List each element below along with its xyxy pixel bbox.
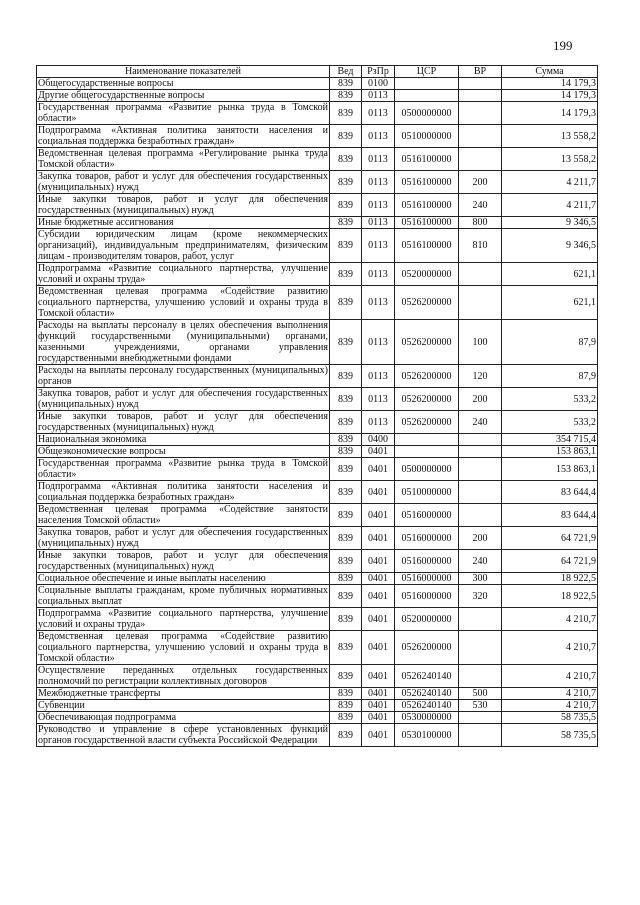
row-rzpr: 0113 <box>362 286 395 320</box>
row-rzpr: 0401 <box>362 700 395 712</box>
row-vr: 530 <box>459 700 502 712</box>
row-name: Субсидии юридическим лицам (кроме некоммерческих организаций), индивидуальным предпринимателям, физическим лицам - производителям товаров, работ, услуг <box>38 229 328 262</box>
row-sum: 4 211,7 <box>502 171 598 194</box>
table-row <box>37 724 598 747</box>
row-name: Другие общегосударственные вопросы <box>37 90 330 102</box>
row-ved: 839 <box>330 573 362 585</box>
row-rzpr: 0113 <box>362 194 395 217</box>
row-vr <box>459 102 502 125</box>
row-csr: 0516000000 <box>395 585 459 608</box>
table-row <box>37 712 598 724</box>
table-row <box>37 320 598 365</box>
table-row <box>37 481 598 504</box>
row-csr <box>395 446 459 458</box>
row-csr: 0516100000 <box>395 171 459 194</box>
row-ved: 839 <box>330 700 362 712</box>
row-rzpr: 0113 <box>362 171 395 194</box>
row-ved: 839 <box>330 411 362 434</box>
row-ved: 839 <box>330 125 362 148</box>
header-ved: Вед <box>330 66 362 78</box>
table-row <box>37 688 598 700</box>
row-sum: 18 922,5 <box>502 585 598 608</box>
row-name: Закупка товаров, работ и услуг для обеспечения государственных (муниципальных) нужд <box>38 527 328 549</box>
row-rzpr: 0113 <box>362 229 395 263</box>
row-name: Национальная экономика <box>37 434 330 446</box>
table-header-row <box>37 66 598 78</box>
row-vr: 200 <box>459 527 502 550</box>
row-ved: 839 <box>330 481 362 504</box>
row-ved: 839 <box>330 148 362 171</box>
row-rzpr: 0401 <box>362 585 395 608</box>
row-sum: 621,1 <box>502 286 598 320</box>
row-csr: 0516000000 <box>395 527 459 550</box>
row-sum: 87,9 <box>502 320 598 365</box>
row-ved: 839 <box>330 388 362 411</box>
row-vr <box>459 724 502 747</box>
row-sum: 153 863,1 <box>502 446 598 458</box>
row-sum: 83 644,4 <box>502 481 598 504</box>
row-csr <box>395 90 459 102</box>
budget-table <box>36 65 598 747</box>
row-csr: 0526200000 <box>395 388 459 411</box>
table-row <box>37 148 598 171</box>
row-csr: 0526200000 <box>395 365 459 388</box>
row-csr: 0516000000 <box>395 550 459 573</box>
row-csr: 0526200000 <box>395 631 459 665</box>
row-sum: 4 211,7 <box>502 194 598 217</box>
row-vr <box>459 665 502 688</box>
row-name: Социальное обеспечение и иные выплаты населению <box>37 573 330 585</box>
row-name: Подпрограмма «Активная политика занятости населения и социальная поддержка безработных граждан» <box>38 481 328 503</box>
table-row <box>37 665 598 688</box>
row-csr: 0516100000 <box>395 217 459 229</box>
row-ved: 839 <box>330 527 362 550</box>
row-rzpr: 0113 <box>362 320 395 365</box>
row-rzpr: 0401 <box>362 550 395 573</box>
row-name: Ведомственная целевая программа «Содействие развитию социального партнерства, улучшению условий и охраны труда в Томской области» <box>38 631 328 664</box>
row-sum: 14 179,3 <box>502 102 598 125</box>
row-ved: 839 <box>330 446 362 458</box>
row-ved: 839 <box>330 608 362 631</box>
row-csr: 0500000000 <box>395 102 459 125</box>
row-name: Иные бюджетные ассигнования <box>37 217 330 229</box>
row-rzpr: 0401 <box>362 481 395 504</box>
row-name: Государственная программа «Развитие рынка труда в Томской области» <box>38 458 328 480</box>
table-row <box>37 194 598 217</box>
table-row <box>37 573 598 585</box>
row-rzpr: 0401 <box>362 458 395 481</box>
row-csr: 0526200000 <box>395 411 459 434</box>
row-csr: 0520000000 <box>395 608 459 631</box>
row-csr <box>395 78 459 90</box>
row-name: Осуществление переданных отдельных государственных полномочий по регистрации коллективных договоров <box>38 665 328 687</box>
row-ved: 839 <box>330 194 362 217</box>
row-vr: 300 <box>459 573 502 585</box>
row-csr <box>395 434 459 446</box>
table-row <box>37 585 598 608</box>
row-name: Государственная программа «Развитие рынка труда в Томской области» <box>38 102 328 124</box>
row-ved: 839 <box>330 320 362 365</box>
row-ved: 839 <box>330 102 362 125</box>
row-name: Иные закупки товаров, работ и услуг для обеспечения государственных (муниципальных) нужд <box>38 411 328 433</box>
row-vr <box>459 446 502 458</box>
row-name: Социальные выплаты гражданам, кроме публичных нормативных социальных выплат <box>38 585 328 607</box>
row-csr: 0526200000 <box>395 320 459 365</box>
row-sum: 4 210,7 <box>502 631 598 665</box>
row-ved: 839 <box>330 688 362 700</box>
table-row <box>37 263 598 286</box>
row-name: Общеэкономические вопросы <box>37 446 330 458</box>
row-sum: 533,2 <box>502 411 598 434</box>
row-ved: 839 <box>330 171 362 194</box>
row-sum: 4 210,7 <box>502 665 598 688</box>
row-csr: 0516100000 <box>395 148 459 171</box>
table-body <box>37 78 598 747</box>
row-sum: 153 863,1 <box>502 458 598 481</box>
row-ved: 839 <box>330 550 362 573</box>
row-name: Межбюджетные трансферты <box>37 688 330 700</box>
row-name: Иные закупки товаров, работ и услуг для обеспечения государственных (муниципальных) нужд <box>38 550 328 572</box>
row-rzpr: 0401 <box>362 631 395 665</box>
row-rzpr: 0113 <box>362 411 395 434</box>
row-vr <box>459 78 502 90</box>
table-row <box>37 90 598 102</box>
row-vr: 810 <box>459 229 502 263</box>
row-vr <box>459 458 502 481</box>
row-rzpr: 0113 <box>362 102 395 125</box>
table-row <box>37 550 598 573</box>
table-row <box>37 102 598 125</box>
row-vr <box>459 712 502 724</box>
row-rzpr: 0401 <box>362 527 395 550</box>
row-name: Закупка товаров, работ и услуг для обеспечения государственных (муниципальных) нужд <box>38 171 328 193</box>
row-vr: 200 <box>459 388 502 411</box>
row-csr: 0526240140 <box>395 700 459 712</box>
row-sum: 533,2 <box>502 388 598 411</box>
row-name: Обеспечивающая подпрограмма <box>37 712 330 724</box>
row-csr: 0516000000 <box>395 504 459 527</box>
row-name: Общегосударственные вопросы <box>37 78 330 90</box>
row-name: Подпрограмма «Активная политика занятости населения и социальная поддержка безработных граждан» <box>38 125 328 147</box>
row-rzpr: 0113 <box>362 388 395 411</box>
row-csr: 0530100000 <box>395 724 459 747</box>
row-ved: 839 <box>330 585 362 608</box>
table-row <box>37 171 598 194</box>
row-sum: 621,1 <box>502 263 598 286</box>
page-number: 199 <box>553 38 573 53</box>
row-ved: 839 <box>330 263 362 286</box>
row-rzpr: 0401 <box>362 724 395 747</box>
row-sum: 64 721,9 <box>502 527 598 550</box>
row-csr: 0516000000 <box>395 573 459 585</box>
row-sum: 14 179,3 <box>502 90 598 102</box>
row-rzpr: 0401 <box>362 573 395 585</box>
table-row <box>37 217 598 229</box>
row-vr <box>459 631 502 665</box>
row-rzpr: 0401 <box>362 608 395 631</box>
row-rzpr: 0400 <box>362 434 395 446</box>
row-name: Иные закупки товаров, работ и услуг для обеспечения государственных (муниципальных) нужд <box>38 194 328 216</box>
row-name: Субвенции <box>37 700 330 712</box>
row-vr <box>459 286 502 320</box>
row-rzpr: 0113 <box>362 365 395 388</box>
row-vr: 240 <box>459 194 502 217</box>
row-csr: 0516100000 <box>395 194 459 217</box>
table-row <box>37 631 598 665</box>
row-vr <box>459 481 502 504</box>
row-csr: 0516100000 <box>395 229 459 263</box>
row-sum: 13 558,2 <box>502 148 598 171</box>
row-csr: 0520000000 <box>395 263 459 286</box>
row-sum: 4 210,7 <box>502 700 598 712</box>
row-vr: 320 <box>459 585 502 608</box>
table-row <box>37 458 598 481</box>
row-ved: 839 <box>330 724 362 747</box>
row-sum: 9 346,5 <box>502 229 598 263</box>
row-ved: 839 <box>330 665 362 688</box>
row-csr: 0530000000 <box>395 712 459 724</box>
row-name: Ведомственная целевая программа «Регулирование рынка труда Томской области» <box>38 148 328 170</box>
table-row <box>37 434 598 446</box>
table-row <box>37 608 598 631</box>
row-ved: 839 <box>330 712 362 724</box>
row-vr: 100 <box>459 320 502 365</box>
row-vr: 240 <box>459 411 502 434</box>
table-row <box>37 388 598 411</box>
row-rzpr: 0401 <box>362 688 395 700</box>
table-row <box>37 700 598 712</box>
row-ved: 839 <box>330 458 362 481</box>
row-csr: 0500000000 <box>395 458 459 481</box>
row-rzpr: 0401 <box>362 712 395 724</box>
row-ved: 839 <box>330 229 362 263</box>
row-vr <box>459 263 502 286</box>
table-row <box>37 78 598 90</box>
row-ved: 839 <box>330 434 362 446</box>
row-rzpr: 0113 <box>362 90 395 102</box>
table-row <box>37 229 598 263</box>
row-ved: 839 <box>330 631 362 665</box>
row-csr: 0510000000 <box>395 481 459 504</box>
row-ved: 839 <box>330 217 362 229</box>
row-ved: 839 <box>330 90 362 102</box>
row-name: Ведомственная целевая программа «Содействие занятости населения Томской области» <box>38 504 328 526</box>
row-name: Подпрограмма «Развитие социального партнерства, улучшение условий и охраны труда» <box>38 263 328 285</box>
row-rzpr: 0113 <box>362 125 395 148</box>
row-sum: 58 735,5 <box>502 712 598 724</box>
row-csr: 0526240140 <box>395 688 459 700</box>
header-sum: Сумма <box>502 66 598 78</box>
row-sum: 14 179,3 <box>502 78 598 90</box>
row-vr <box>459 434 502 446</box>
row-name: Ведомственная целевая программа «Содействие развитию социального партнерства, улучшению условий и охраны труда в Томской области» <box>38 286 328 319</box>
row-vr: 240 <box>459 550 502 573</box>
row-sum: 13 558,2 <box>502 125 598 148</box>
row-sum: 58 735,5 <box>502 724 598 747</box>
row-csr: 0526200000 <box>395 286 459 320</box>
row-vr: 200 <box>459 171 502 194</box>
row-rzpr: 0113 <box>362 217 395 229</box>
row-name: Руководство и управление в сфере установленных функций органов государственной власти субъекта Российской Федерации <box>38 724 328 746</box>
row-sum: 18 922,5 <box>502 573 598 585</box>
header-rzpr: РзПр <box>362 66 395 78</box>
row-rzpr: 0100 <box>362 78 395 90</box>
row-vr: 120 <box>459 365 502 388</box>
table-row <box>37 125 598 148</box>
row-csr: 0510000000 <box>395 125 459 148</box>
header-csr: ЦСР <box>395 66 459 78</box>
row-sum: 83 644,4 <box>502 504 598 527</box>
row-name: Закупка товаров, работ и услуг для обеспечения государственных (муниципальных) нужд <box>38 388 328 410</box>
table-row <box>37 286 598 320</box>
row-name: Подпрограмма «Развитие социального партнерства, улучшение условий и охраны труда» <box>38 608 328 630</box>
row-ved: 839 <box>330 78 362 90</box>
row-vr <box>459 504 502 527</box>
row-rzpr: 0401 <box>362 446 395 458</box>
row-vr: 800 <box>459 217 502 229</box>
row-sum: 4 210,7 <box>502 608 598 631</box>
header-vr: ВР <box>459 66 502 78</box>
row-ved: 839 <box>330 286 362 320</box>
row-name: Расходы на выплаты персоналу в целях обеспечения выполнения функций государственными (муниципальными) органами, казенными учреждениями, органами управления государственными внебюджетными фондами <box>38 320 328 364</box>
row-vr: 500 <box>459 688 502 700</box>
table-row <box>37 365 598 388</box>
row-ved: 839 <box>330 365 362 388</box>
row-sum: 9 346,5 <box>502 217 598 229</box>
row-rzpr: 0113 <box>362 263 395 286</box>
header-name: Наименование показателей <box>37 66 330 78</box>
row-vr <box>459 608 502 631</box>
table-row <box>37 504 598 527</box>
row-sum: 354 715,4 <box>502 434 598 446</box>
row-vr <box>459 148 502 171</box>
table-row <box>37 446 598 458</box>
row-sum: 64 721,9 <box>502 550 598 573</box>
row-csr: 0526240140 <box>395 665 459 688</box>
row-ved: 839 <box>330 504 362 527</box>
table-row <box>37 527 598 550</box>
row-sum: 4 210,7 <box>502 688 598 700</box>
row-sum: 87,9 <box>502 365 598 388</box>
row-rzpr: 0113 <box>362 148 395 171</box>
row-rzpr: 0401 <box>362 665 395 688</box>
row-rzpr: 0401 <box>362 504 395 527</box>
row-name: Расходы на выплаты персоналу государственных (муниципальных) органов <box>38 365 328 387</box>
row-vr <box>459 90 502 102</box>
table-row <box>37 411 598 434</box>
row-vr <box>459 125 502 148</box>
